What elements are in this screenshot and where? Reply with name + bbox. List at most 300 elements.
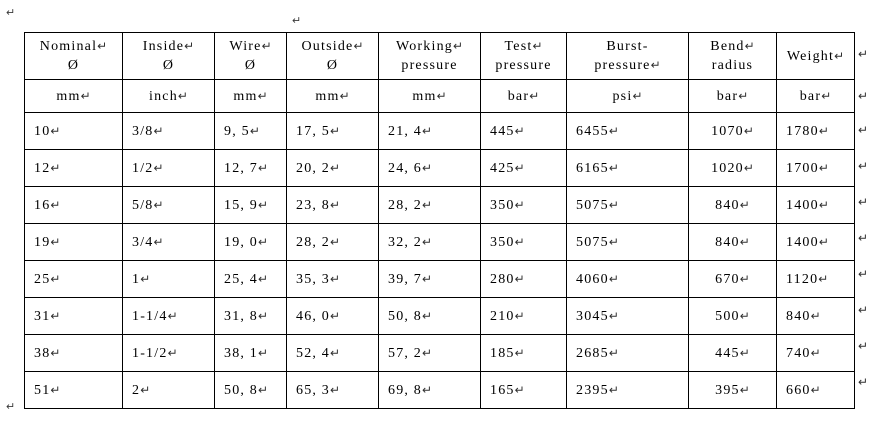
- cell-value: 2395: [576, 382, 609, 398]
- cell-value: 12, 7: [224, 160, 258, 176]
- unit-cell-bend-radius: [689, 80, 777, 113]
- cell-value: 12: [34, 160, 51, 176]
- cell-mark: ↵: [50, 197, 61, 212]
- cell-mark: ↵: [744, 39, 755, 53]
- cell-value: 1: [132, 271, 141, 287]
- cell-mark: ↵: [330, 382, 341, 397]
- cell-test-pressure: [481, 298, 567, 335]
- cell-nominal: [25, 298, 123, 335]
- unit-label: mm: [315, 88, 340, 104]
- cell-weight: [777, 298, 855, 335]
- header-line2: pressure: [401, 58, 458, 73]
- header-line2: Ø: [162, 58, 175, 73]
- cell-burst-pressure: [567, 298, 689, 335]
- cell-mark: ↵: [153, 123, 164, 138]
- cell-value: 6455: [576, 123, 609, 139]
- cell-mark: ↵: [258, 271, 269, 286]
- cell-mark: ↵: [650, 58, 661, 72]
- cell-value: 17, 5: [296, 123, 330, 139]
- cell-mark: ↵: [177, 88, 188, 103]
- cell-weight: [777, 372, 855, 409]
- cell-working-pressure: [379, 372, 481, 409]
- cell-nominal: [25, 113, 123, 150]
- cell-value: 21, 4: [388, 123, 422, 139]
- header-line1: Bend: [710, 39, 745, 54]
- cell-outside: [287, 150, 379, 187]
- cell-mark: ↵: [167, 345, 178, 360]
- table: [24, 32, 855, 409]
- cell-inside: [123, 187, 215, 224]
- cell-weight: [777, 335, 855, 372]
- cell-burst-pressure: [567, 261, 689, 298]
- cell-value: 425: [490, 160, 515, 176]
- cell-value: 9, 5: [224, 123, 250, 139]
- cell-mark: ↵: [422, 197, 433, 212]
- cell-value: 38: [34, 345, 51, 361]
- cell-value: 65, 3: [296, 382, 330, 398]
- cell-bend-radius: [689, 224, 777, 261]
- cell-value: 69, 8: [388, 382, 422, 398]
- cell-mark: ↵: [330, 197, 341, 212]
- table-row: [25, 335, 855, 372]
- cell-mark: ↵: [97, 39, 108, 53]
- cell-working-pressure: [379, 261, 481, 298]
- table-row: [25, 150, 855, 187]
- cell-inside: [123, 224, 215, 261]
- cell-value: 670: [715, 271, 740, 287]
- row-end-mark: ↵: [858, 339, 869, 353]
- unit-cell-burst-pressure: [567, 80, 689, 113]
- cell-mark: ↵: [739, 271, 750, 286]
- cell-inside: [123, 261, 215, 298]
- cell-inside: [123, 150, 215, 187]
- header-cell-wire: [215, 33, 287, 80]
- header-line2: pressure: [495, 58, 552, 73]
- cell-mark: ↵: [330, 160, 341, 175]
- cell-value: 20, 2: [296, 160, 330, 176]
- cell-nominal: [25, 261, 123, 298]
- cell-value: 1-1/4: [132, 308, 168, 324]
- cell-value: 280: [490, 271, 515, 287]
- row-end-mark: ↵: [858, 267, 869, 281]
- cell-bend-radius: [689, 187, 777, 224]
- cell-mark: ↵: [153, 160, 164, 175]
- cell-wire: [215, 150, 287, 187]
- cell-mark: ↵: [153, 197, 164, 212]
- cell-value: 395: [715, 382, 740, 398]
- cell-burst-pressure: [567, 187, 689, 224]
- cell-burst-pressure: [567, 224, 689, 261]
- cell-mark: ↵: [738, 88, 749, 103]
- cell-value: 25, 4: [224, 271, 258, 287]
- table-row: [25, 224, 855, 261]
- table-row: [25, 113, 855, 150]
- cell-value: 840: [715, 234, 740, 250]
- table-row: [25, 187, 855, 224]
- cell-working-pressure: [379, 150, 481, 187]
- cell-weight: [777, 187, 855, 224]
- cell-value: 35, 3: [296, 271, 330, 287]
- cell-weight: [777, 150, 855, 187]
- cell-weight: [777, 261, 855, 298]
- header-cell-working-pressure: [379, 33, 481, 80]
- cell-bend-radius: [689, 372, 777, 409]
- cell-mark: ↵: [608, 123, 619, 138]
- cell-working-pressure: [379, 298, 481, 335]
- cell-mark: ↵: [739, 345, 750, 360]
- row-end-mark: ↵: [858, 89, 869, 103]
- cell-mark: ↵: [184, 39, 195, 53]
- cell-value: 840: [786, 308, 811, 324]
- cell-mark: ↵: [608, 197, 619, 212]
- cell-value: 31, 8: [224, 308, 258, 324]
- cell-mark: ↵: [339, 88, 350, 103]
- unit-cell-weight: [777, 80, 855, 113]
- cell-mark: ↵: [608, 271, 619, 286]
- cell-value: 445: [490, 123, 515, 139]
- cell-mark: ↵: [258, 160, 269, 175]
- cell-mark: ↵: [50, 308, 61, 323]
- cell-value: 52, 4: [296, 345, 330, 361]
- cell-mark: ↵: [140, 271, 151, 286]
- header-line2: Ø: [67, 58, 80, 73]
- cell-mark: ↵: [330, 308, 341, 323]
- cell-mark: ↵: [50, 345, 61, 360]
- row-end-mark: ↵: [858, 375, 869, 389]
- cell-test-pressure: [481, 150, 567, 187]
- cell-value: 3045: [576, 308, 609, 324]
- cell-mark: ↵: [821, 88, 832, 103]
- cell-working-pressure: [379, 224, 481, 261]
- cell-mark: ↵: [436, 88, 447, 103]
- cell-value: 31: [34, 308, 51, 324]
- header-line1: Test: [504, 39, 533, 54]
- cell-mark: ↵: [140, 382, 151, 397]
- cell-mark: ↵: [50, 123, 61, 138]
- cell-mark: ↵: [353, 39, 364, 53]
- cell-bend-radius: [689, 261, 777, 298]
- unit-cell-wire: [215, 80, 287, 113]
- cell-value: 5075: [576, 234, 609, 250]
- paragraph-mark-above-table: ↵: [292, 15, 302, 27]
- cell-mark: ↵: [80, 88, 91, 103]
- cell-mark: ↵: [743, 123, 754, 138]
- cell-mark: ↵: [249, 123, 260, 138]
- cell-outside: [287, 372, 379, 409]
- cell-value: 38, 1: [224, 345, 258, 361]
- header-line1: Working: [395, 39, 453, 54]
- header-line2: Ø: [326, 58, 339, 73]
- cell-mark: ↵: [608, 308, 619, 323]
- cell-mark: ↵: [422, 382, 433, 397]
- cell-mark: ↵: [810, 345, 821, 360]
- row-end-mark: ↵: [858, 47, 869, 61]
- cell-nominal: [25, 372, 123, 409]
- cell-value: 50, 8: [224, 382, 258, 398]
- header-cell-outside: [287, 33, 379, 80]
- cell-outside: [287, 187, 379, 224]
- cell-value: 5075: [576, 197, 609, 213]
- header-cell-weight: [777, 33, 855, 80]
- cell-value: 15, 9: [224, 197, 258, 213]
- cell-mark: ↵: [810, 308, 821, 323]
- cell-value: 350: [490, 197, 515, 213]
- cell-bend-radius: [689, 335, 777, 372]
- cell-weight: [777, 113, 855, 150]
- cell-value: 1/2: [132, 160, 154, 176]
- cell-burst-pressure: [567, 335, 689, 372]
- unit-cell-test-pressure: [481, 80, 567, 113]
- unit-label: mm: [233, 88, 258, 104]
- header-line2: radius: [711, 58, 754, 73]
- cell-mark: ↵: [818, 271, 829, 286]
- cell-mark: ↵: [514, 308, 525, 323]
- cell-value: 3/8: [132, 123, 154, 139]
- cell-outside: [287, 224, 379, 261]
- cell-mark: ↵: [258, 308, 269, 323]
- cell-mark: ↵: [514, 123, 525, 138]
- cell-value: 1020: [711, 160, 744, 176]
- header-line1: Weight: [786, 48, 835, 64]
- cell-mark: ↵: [330, 345, 341, 360]
- cell-mark: ↵: [422, 345, 433, 360]
- cell-mark: ↵: [258, 234, 269, 249]
- cell-value: 1070: [711, 123, 744, 139]
- cell-mark: ↵: [818, 160, 829, 175]
- paragraph-mark-bottom: ↵: [6, 401, 16, 413]
- cell-mark: ↵: [739, 308, 750, 323]
- hose-specification-table: [24, 32, 855, 409]
- cell-mark: ↵: [514, 160, 525, 175]
- header-cell-bend-radius: [689, 33, 777, 80]
- paragraph-mark-top: ↵: [6, 7, 16, 19]
- cell-wire: [215, 298, 287, 335]
- cell-mark: ↵: [632, 88, 643, 103]
- cell-value: 660: [786, 382, 811, 398]
- cell-value: 19: [34, 234, 51, 250]
- cell-mark: ↵: [514, 197, 525, 212]
- cell-mark: ↵: [330, 271, 341, 286]
- row-end-mark: ↵: [858, 303, 869, 317]
- cell-value: 1-1/2: [132, 345, 168, 361]
- cell-value: 24, 6: [388, 160, 422, 176]
- cell-wire: [215, 113, 287, 150]
- cell-mark: ↵: [330, 234, 341, 249]
- cell-mark: ↵: [810, 382, 821, 397]
- cell-value: 28, 2: [296, 234, 330, 250]
- cell-mark: ↵: [818, 234, 829, 249]
- cell-outside: [287, 261, 379, 298]
- cell-nominal: [25, 187, 123, 224]
- cell-mark: ↵: [422, 308, 433, 323]
- row-end-mark: ↵: [858, 231, 869, 245]
- cell-value: 39, 7: [388, 271, 422, 287]
- cell-bend-radius: [689, 150, 777, 187]
- cell-value: 57, 2: [388, 345, 422, 361]
- cell-value: 6165: [576, 160, 609, 176]
- table-row: [25, 298, 855, 335]
- cell-outside: [287, 298, 379, 335]
- cell-value: 1400: [786, 197, 819, 213]
- cell-mark: ↵: [50, 382, 61, 397]
- cell-mark: ↵: [422, 271, 433, 286]
- cell-mark: ↵: [514, 382, 525, 397]
- unit-label: bar: [799, 88, 822, 104]
- cell-wire: [215, 261, 287, 298]
- cell-outside: [287, 113, 379, 150]
- cell-mark: ↵: [422, 160, 433, 175]
- cell-wire: [215, 372, 287, 409]
- cell-value: 16: [34, 197, 51, 213]
- row-end-mark: ↵: [858, 159, 869, 173]
- cell-value: 500: [715, 308, 740, 324]
- cell-mark: ↵: [532, 39, 543, 53]
- cell-working-pressure: [379, 187, 481, 224]
- header-cell-inside: [123, 33, 215, 80]
- cell-mark: ↵: [452, 39, 464, 53]
- header-line1: Burst-: [606, 39, 649, 54]
- cell-value: 2: [132, 382, 141, 398]
- cell-mark: ↵: [261, 39, 272, 53]
- cell-mark: ↵: [167, 308, 178, 323]
- cell-test-pressure: [481, 113, 567, 150]
- cell-burst-pressure: [567, 113, 689, 150]
- cell-mark: ↵: [50, 234, 61, 249]
- cell-mark: ↵: [834, 48, 845, 63]
- cell-test-pressure: [481, 335, 567, 372]
- cell-outside: [287, 335, 379, 372]
- cell-inside: [123, 298, 215, 335]
- cell-inside: [123, 335, 215, 372]
- cell-value: 19, 0: [224, 234, 258, 250]
- cell-value: 3/4: [132, 234, 154, 250]
- table-header-row: [25, 33, 855, 80]
- cell-mark: ↵: [608, 345, 619, 360]
- header-line1: Nominal: [39, 39, 98, 54]
- unit-cell-outside: [287, 80, 379, 113]
- cell-value: 2685: [576, 345, 609, 361]
- unit-label: mm: [412, 88, 437, 104]
- cell-mark: ↵: [608, 234, 619, 249]
- cell-bend-radius: [689, 298, 777, 335]
- cell-mark: ↵: [818, 123, 829, 138]
- cell-value: 165: [490, 382, 515, 398]
- cell-wire: [215, 187, 287, 224]
- cell-working-pressure: [379, 113, 481, 150]
- cell-wire: [215, 335, 287, 372]
- cell-mark: ↵: [50, 271, 61, 286]
- cell-wire: [215, 224, 287, 261]
- cell-mark: ↵: [514, 345, 525, 360]
- cell-mark: ↵: [153, 234, 164, 249]
- cell-value: 4060: [576, 271, 609, 287]
- cell-nominal: [25, 224, 123, 261]
- cell-value: 1400: [786, 234, 819, 250]
- cell-mark: ↵: [608, 160, 619, 175]
- cell-value: 185: [490, 345, 515, 361]
- cell-value: 1780: [786, 123, 819, 139]
- cell-value: 28, 2: [388, 197, 422, 213]
- cell-value: 1120: [786, 271, 819, 287]
- cell-mark: ↵: [818, 197, 829, 212]
- unit-cell-nominal: [25, 80, 123, 113]
- cell-mark: ↵: [258, 345, 269, 360]
- unit-label: bar: [507, 88, 530, 104]
- cell-mark: ↵: [739, 234, 750, 249]
- cell-burst-pressure: [567, 372, 689, 409]
- cell-value: 210: [490, 308, 515, 324]
- cell-value: 10: [34, 123, 51, 139]
- cell-mark: ↵: [739, 197, 750, 212]
- cell-value: 32, 2: [388, 234, 422, 250]
- cell-mark: ↵: [608, 382, 619, 397]
- cell-value: 1700: [786, 160, 819, 176]
- cell-nominal: [25, 335, 123, 372]
- table-row: [25, 372, 855, 409]
- header-line1: Outside: [301, 39, 354, 54]
- cell-value: 445: [715, 345, 740, 361]
- cell-mark: ↵: [739, 382, 750, 397]
- cell-test-pressure: [481, 224, 567, 261]
- unit-cell-working-pressure: [379, 80, 481, 113]
- cell-burst-pressure: [567, 150, 689, 187]
- cell-mark: ↵: [258, 382, 269, 397]
- header-cell-test-pressure: [481, 33, 567, 80]
- header-line1: Wire: [229, 39, 262, 54]
- unit-label: inch: [149, 88, 178, 104]
- cell-value: 5/8: [132, 197, 154, 213]
- cell-mark: ↵: [743, 160, 754, 175]
- row-end-mark: ↵: [858, 123, 869, 137]
- cell-test-pressure: [481, 187, 567, 224]
- unit-cell-inside: [123, 80, 215, 113]
- row-end-mark: ↵: [858, 195, 869, 209]
- cell-value: 50, 8: [388, 308, 422, 324]
- cell-value: 23, 8: [296, 197, 330, 213]
- cell-value: 740: [786, 345, 811, 361]
- cell-mark: ↵: [330, 123, 341, 138]
- cell-value: 25: [34, 271, 51, 287]
- header-cell-burst-pressure: [567, 33, 689, 80]
- cell-value: 46, 0: [296, 308, 330, 324]
- unit-label: psi: [612, 88, 633, 104]
- table-row: [25, 261, 855, 298]
- cell-mark: ↵: [514, 271, 525, 286]
- unit-label: bar: [716, 88, 739, 104]
- cell-weight: [777, 224, 855, 261]
- cell-mark: ↵: [422, 123, 433, 138]
- cell-test-pressure: [481, 372, 567, 409]
- cell-nominal: [25, 150, 123, 187]
- header-line1: Inside: [142, 39, 185, 54]
- cell-value: 51: [34, 382, 51, 398]
- cell-bend-radius: [689, 113, 777, 150]
- cell-mark: ↵: [258, 197, 269, 212]
- cell-value: 350: [490, 234, 515, 250]
- cell-mark: ↵: [422, 234, 433, 249]
- header-cell-nominal: [25, 33, 123, 80]
- cell-inside: [123, 113, 215, 150]
- header-line2: pressure: [594, 58, 651, 73]
- header-line2: Ø: [244, 58, 257, 73]
- cell-mark: ↵: [529, 88, 540, 103]
- table-units-row: [25, 80, 855, 113]
- unit-label: mm: [56, 88, 81, 104]
- cell-mark: ↵: [257, 88, 268, 103]
- cell-value: 840: [715, 197, 740, 213]
- cell-mark: ↵: [514, 234, 525, 249]
- cell-test-pressure: [481, 261, 567, 298]
